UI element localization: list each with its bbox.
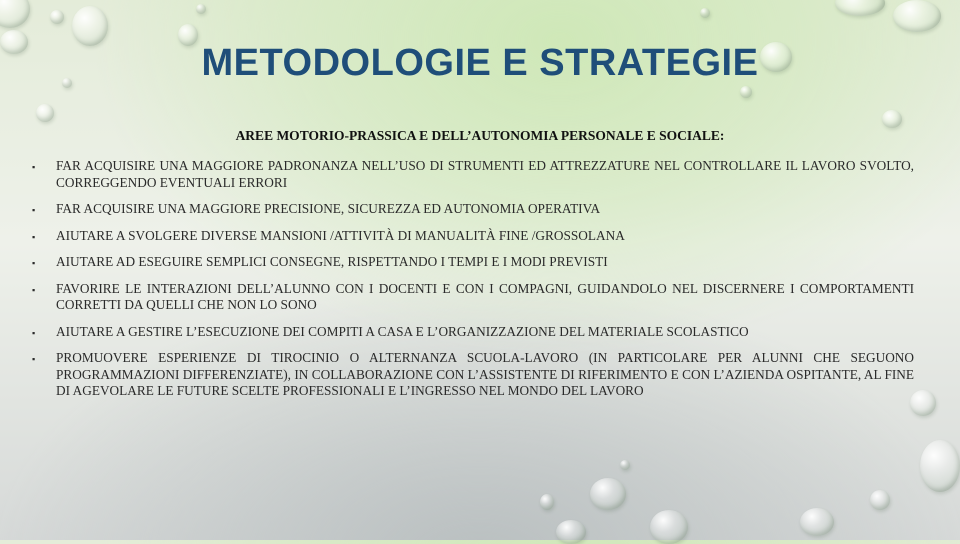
water-drop [882, 110, 902, 128]
water-drop [800, 508, 834, 536]
list-item [32, 350, 914, 400]
slide-title: METODOLOGIE E STRATEGIE [201, 42, 759, 84]
list-item [32, 158, 914, 191]
water-drop [650, 510, 688, 544]
list-item-text: PROMUOVERE ESPERIENZE DI TIROCINIO O ALTERNANZA SCUOLA-LAVORO (IN PARTICOLARE PER ALUNNI CHE SEGUONO PROGRAMMAZIONI DIFFERENZIATE), IN COLLABORAZIONE CON L’ASSISTENTE DI RIFERIMENTO E CON L’AZIENDA OSPITANTE, AL FINE DI AGEVOLARE LE FUTURE SCELTE PROFESSIONALI E L’INGRESSO NEL MONDO DEL LAVORO [56, 350, 914, 398]
square-bullet-icon: ▪ [32, 327, 36, 338]
water-drop [556, 520, 586, 544]
list-item-text: AIUTARE A GESTIRE L’ESECUZIONE DEI COMPITI A CASA E L’ORGANIZZAZIONE DEL MATERIALE SCOLASTICO [56, 323, 749, 339]
square-bullet-icon: ▪ [32, 258, 36, 268]
list-item-text: AIUTARE AD ESEGUIRE SEMPLICI CONSEGNE, RISPETTANDO I TEMPI E I MODI PREVISTI [56, 254, 608, 269]
square-bullet-icon: ▪ [32, 231, 36, 242]
bullet-list [32, 158, 914, 410]
square-bullet-icon: ▪ [32, 354, 36, 364]
water-drop [540, 494, 554, 510]
water-drop [36, 104, 54, 122]
water-drop [196, 4, 206, 14]
square-bullet-icon: ▪ [32, 205, 36, 215]
water-drop [700, 8, 710, 18]
water-drop [920, 440, 960, 492]
list-item-text: FAR ACQUISIRE UNA MAGGIORE PADRONANZA NELL’USO DI STRUMENTI ED ATTREZZATURE NEL CONTROLLARE IL LAVORO SVOLTO, CORREGGENDO EVENTUALI ERRORI [56, 158, 914, 190]
list-item-text: FAR ACQUISIRE UNA MAGGIORE PRECISIONE, SICUREZZA ED AUTONOMIA OPERATIVA [56, 201, 601, 216]
square-bullet-icon: ▪ [32, 284, 36, 295]
water-drop [50, 10, 64, 24]
water-drop [72, 6, 108, 46]
slide-subtitle: AREE MOTORIO-PRASSICA E DELL’AUTONOMIA PERSONALE E SOCIALE: [235, 128, 725, 143]
water-drop [620, 460, 630, 470]
list-item [32, 201, 914, 218]
list-item [32, 228, 914, 245]
list-item-text: FAVORIRE LE INTERAZIONI DELL’ALUNNO CON I DOCENTI E CON I COMPAGNI, GUIDANDOLO NEL DISCERNERE I COMPORTAMENTI CORRETTI DA QUELLI CHE NON LO SONO [56, 280, 914, 312]
water-drop [0, 0, 30, 28]
water-drop [835, 0, 885, 16]
list-item [32, 254, 914, 271]
list-item [32, 281, 914, 314]
water-drop [740, 86, 752, 98]
square-bullet-icon: ▪ [32, 162, 36, 172]
list-item-text: AIUTARE A SVOLGERE DIVERSE MANSIONI /ATTIVITÀ DI MANUALITÀ FINE /GROSSOLANA [56, 227, 625, 243]
water-drop [893, 0, 941, 32]
water-drop [590, 478, 626, 510]
water-drop [870, 490, 890, 510]
list-item [32, 324, 914, 341]
